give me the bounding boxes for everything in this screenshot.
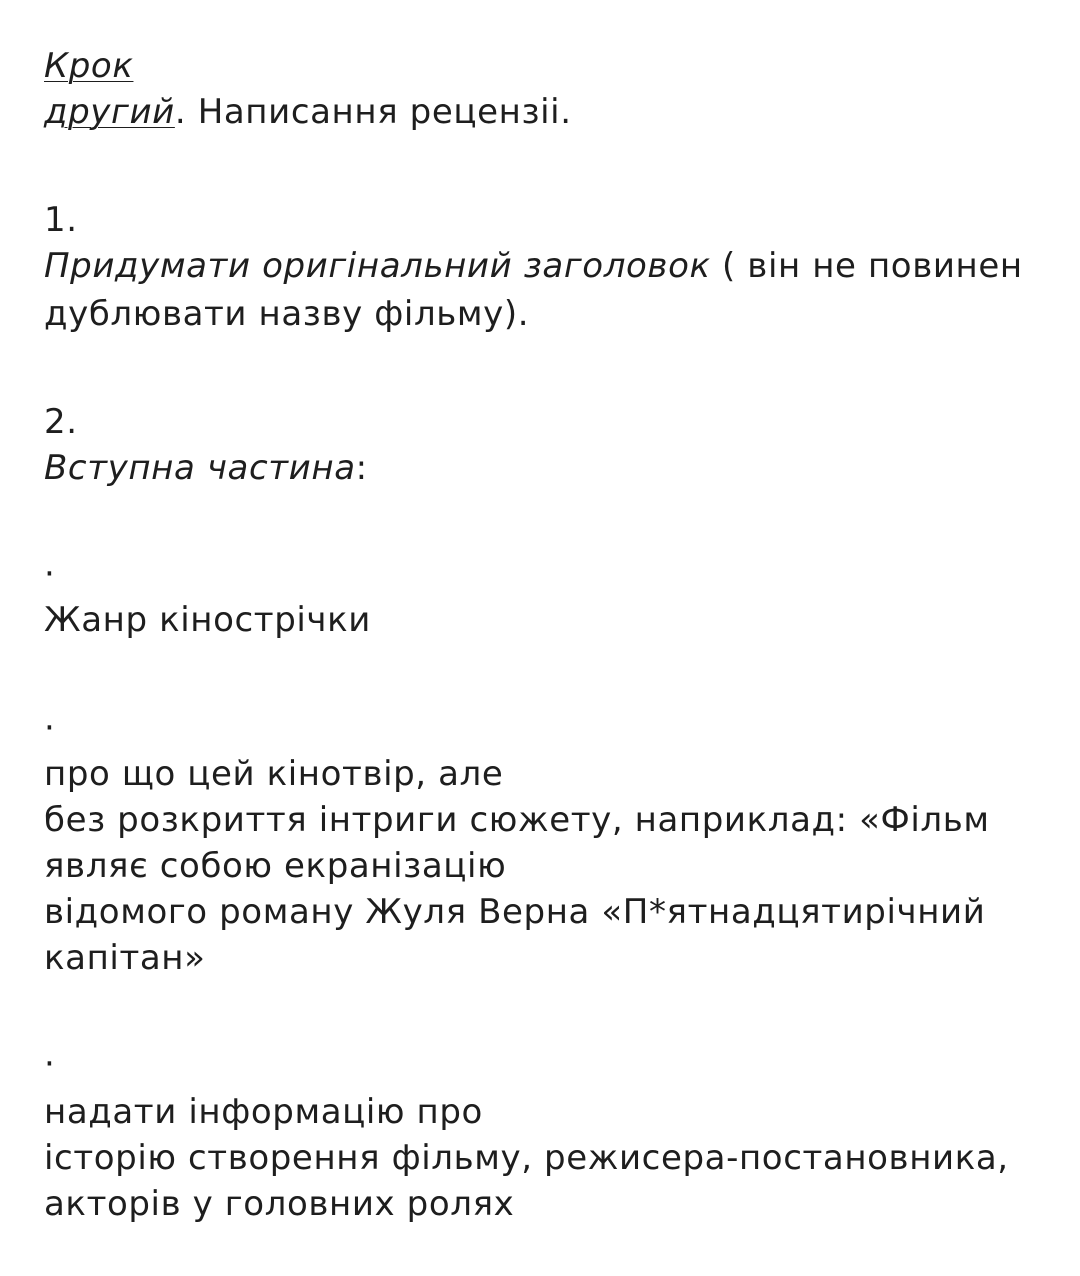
item-1-number: 1. (44, 200, 78, 240)
bullet-3-line3: акторів у головних ролях (44, 1184, 515, 1224)
bullet-1-marker: · (44, 554, 56, 594)
bullet-2-line4: відомого роману Жуля Верна «П*ятнадцятирічний (44, 892, 986, 932)
bullet-3-line1: надати інформацію про (44, 1092, 483, 1132)
bullet-2-line3: являє собою екранізацію (44, 846, 507, 886)
step-label-word1: Крок (44, 46, 134, 86)
bullet-1-line1: Жанр кінострічки (44, 600, 371, 640)
item-1-heading: Придумати оригінальний заголовок (44, 246, 711, 286)
step-title-line (44, 88, 572, 136)
item-2-number: 2. (44, 402, 78, 442)
bullet-3-line2: історію створення фільму, режисера-постановника, (44, 1138, 1009, 1178)
bullet-2-line5: капітан» (44, 938, 206, 978)
item-1-text: ( він не повинен (710, 246, 1023, 286)
item-2-heading: Вступна частина (44, 448, 356, 488)
item-1-line1 (44, 242, 1023, 290)
step-label-line1 (44, 42, 133, 90)
bullet-2-line1: про що цей кінотвір, але (44, 754, 504, 794)
item-2-line1 (44, 444, 368, 492)
bullet-2-marker: · (44, 708, 56, 748)
step-title: . Написання рецензіі. (174, 92, 572, 132)
step-label-word2: другий (44, 92, 175, 132)
item-1-line2: дублювати назву фільму). (44, 294, 530, 334)
item-2-colon: : (355, 448, 368, 488)
bullet-3-marker: · (44, 1044, 56, 1084)
bullet-2-line2: без розкриття інтриги сюжету, наприклад: «Фільм (44, 800, 990, 840)
